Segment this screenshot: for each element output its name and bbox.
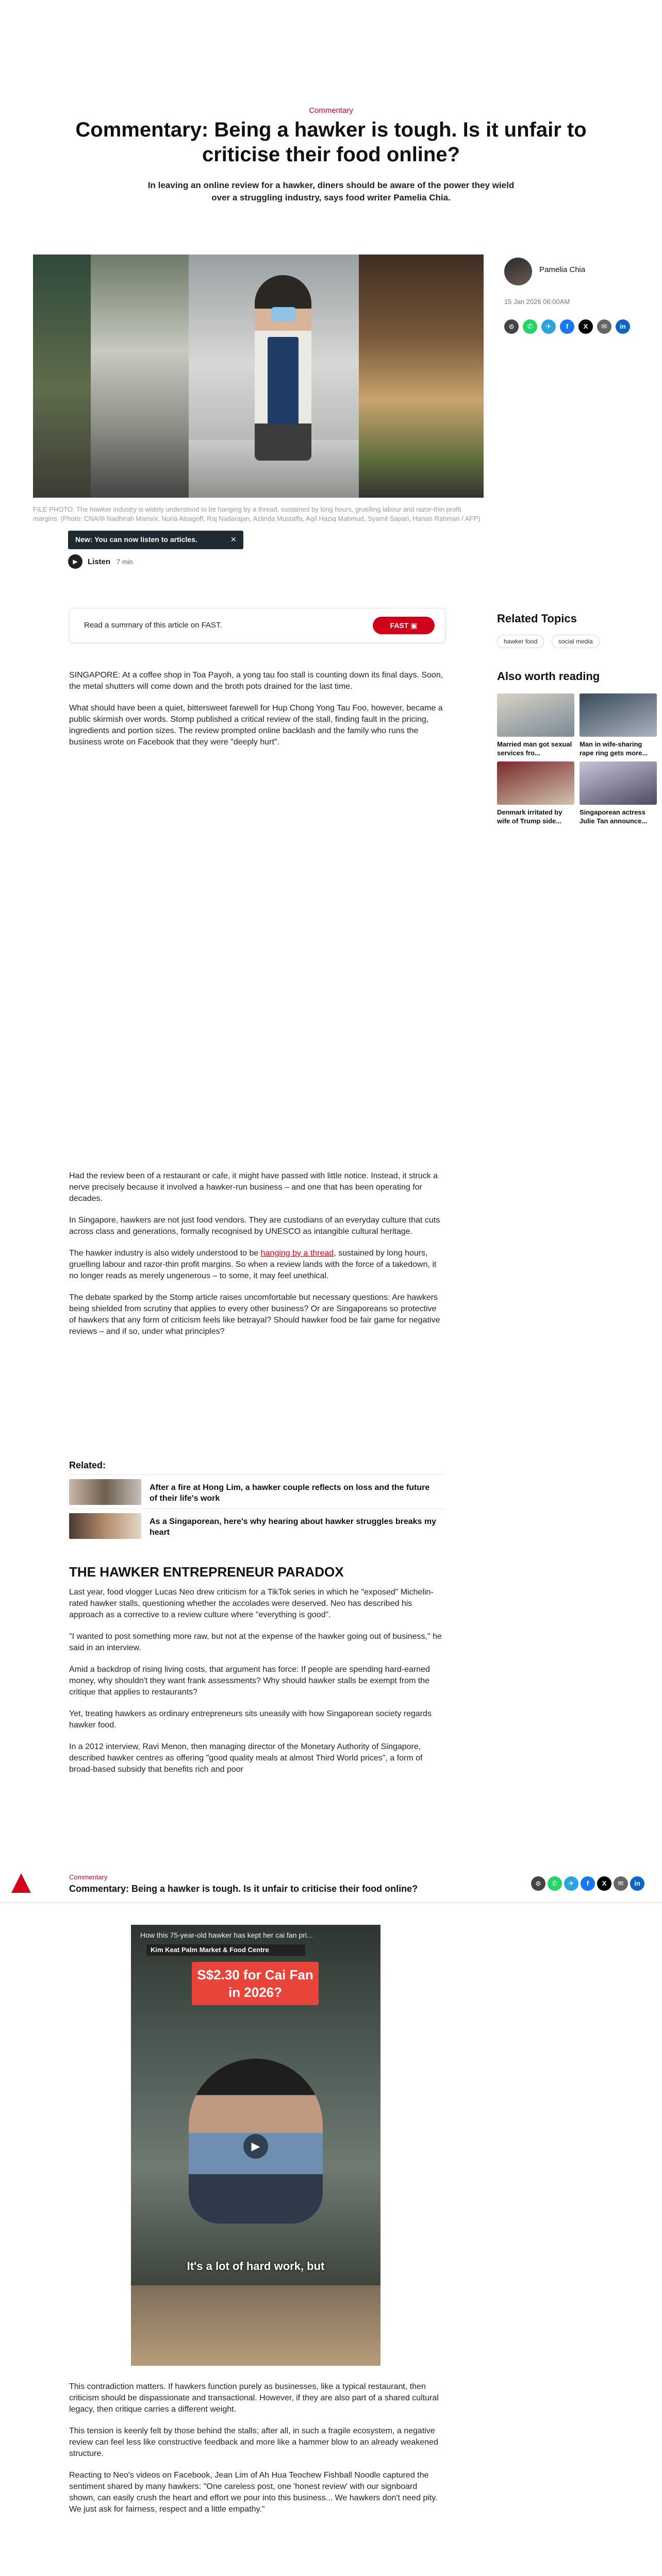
listen-button[interactable] <box>68 553 142 571</box>
play-icon[interactable]: ▶ <box>243 2134 268 2159</box>
listen-tooltip <box>68 531 243 549</box>
sidebar-card-image <box>497 761 574 805</box>
facebook-icon[interactable]: f <box>581 1876 595 1891</box>
x-icon[interactable]: X <box>597 1876 611 1891</box>
hero-image <box>33 255 484 498</box>
sidebar-card[interactable] <box>580 693 657 757</box>
paragraph: What should have been a quiet, bittersweet farewell for Hup Chong Yong Tau Foo, however, became a public skirmish over words. Stomp published a critical review of the stall, finding fault in the pricing, ingredients and portion sizes. The review prompted online backlash and the family who runs the business wrote on Facebook that they were "deeply hurt". <box>69 704 443 747</box>
sticky-title: Commentary: Being a hawker is tough. Is it unfair to criticise their food online? <box>69 1884 418 1894</box>
video-player[interactable] <box>131 1925 380 2366</box>
close-icon[interactable]: × <box>230 534 236 545</box>
sticky-article-bar <box>0 1865 662 1903</box>
share-bar <box>504 319 649 336</box>
paragraph: Reacting to Neo's videos on Facebook, Jean Lim of Ah Hua Teochew Fishball Noodle captured the sentiment shared by many hawkers: "One careless post, one 'honest review' with our signboard shown, can easily crush the heart and effort we pour into this business... We hawkers don't need pity. We just ask for fairness, respect and a little empathy." <box>69 2471 438 2514</box>
sidebar-card-title: Denmark irritated by wife of Trump side... <box>497 808 562 825</box>
listen-tooltip-text: New: You can now listen to articles. <box>75 535 197 544</box>
paragraph: This contradiction matters. If hawkers function purely as businesses, like a typical restaurant, then criticism should be dispassionate and transactional. However, if they are also part of a shared cultural legacy, then critique carries a different weight. <box>69 2382 439 2414</box>
email-icon[interactable]: ✉ <box>597 319 611 334</box>
listen-label: Listen <box>88 557 111 566</box>
paragraph: "I wanted to post something more raw, but not at the expense of the hawker going out of business," he said in an interview. <box>69 1632 442 1652</box>
article-category[interactable]: Commentary <box>309 106 353 115</box>
linkedin-icon[interactable]: in <box>630 1876 644 1891</box>
hero-caption: FILE PHOTO: The hawker industry is widely understood to be hanging by a thread, sustained by long hours, gruelling labour and razor-thin profit margins. (Photo: CNA/Ili Nadhirah Mansor, Nuria Alsagoff, Raj Nadarajan, Azlinda Mustaffa, Aqil Haziq Mahmud, Syamil Sapari, Hanan Rahman / AFP) <box>33 505 481 522</box>
related-article-image <box>69 1513 141 1539</box>
paragraph: Last year, food vlogger Lucas Neo drew criticism for a TikTok series in which he "exposed" Michelin-rated hawker stalls, questioning whether the accolades were deserved. Neo has described his approach as a corrective to a review culture where "everything is good". <box>69 1588 434 1619</box>
sidebar-card[interactable] <box>497 761 574 825</box>
article-body-intro <box>69 670 444 758</box>
related-article-image <box>69 1479 141 1505</box>
video-price-banner: S$2.30 for Cai Fan in 2026? <box>192 1962 319 2005</box>
copy-link-icon[interactable]: ⊙ <box>531 1876 545 1891</box>
telegram-icon[interactable]: ✈ <box>564 1876 578 1891</box>
video-location-label: Kim Keat Palm Market & Food Centre <box>146 1944 305 1956</box>
fast-summary-box <box>69 608 445 643</box>
author-name[interactable]: Pamelia Chia <box>539 265 586 274</box>
paragraph: Yet, treating hawkers as ordinary entrepreneurs sits uneasily with how Singaporean society regards hawker food. <box>69 1709 432 1730</box>
related-article[interactable] <box>69 1475 444 1508</box>
related-article-title: As a Singaporean, here's why hearing about hawker struggles breaks my heart <box>150 1517 436 1537</box>
fast-button[interactable]: FAST ▣ <box>373 617 435 634</box>
article-body-part <box>69 1587 444 1786</box>
paragraph: This tension is keenly felt by those behind the stalls; after all, in such a fragile ecosystem, a negative review can feel less like constructive feedback and more like a hammer blow to an already weakened structure. <box>69 2427 438 2458</box>
play-icon: ▶ <box>68 554 82 569</box>
paragraph: In a 2012 interview, Ravi Menon, then managing director of the Monetary Authority of Singapore, described hawker centres as offering "good quality meals at almost Third World prices", a form of broad-based subsidy that benefits rich and poor <box>69 1742 423 1774</box>
article-headline: Commentary: Being a hawker is tough. Is it unfair to criticise their food online? <box>75 118 587 166</box>
paragraph: In Singapore, hawkers are not just food vendors. They are custodians of an everyday culture that cuts across class and generations, formally recognised by UNESCO as intangible cultural heritage. <box>69 1216 440 1236</box>
video-frame-table <box>131 2285 380 2366</box>
paragraph: SINGAPORE: At a coffee shop in Toa Payoh, a yong tau foo stall is counting down its final days. Soon, the metal shutters will come down and the broth pots drained for the last time. <box>69 671 443 691</box>
related-article-title: After a fire at Hong Lim, a hawker couple reflects on loss and the future of their life's work <box>150 1483 430 1503</box>
sidebar-card-title: Married man got sexual services fro... <box>497 740 572 757</box>
related-topics-heading: Related Topics <box>497 612 577 625</box>
inline-link[interactable]: hanging by a thread <box>260 1249 334 1258</box>
paragraph: The hawker industry is also widely understood to be hanging by a thread, sustained by long hours, gruelling labour and razor-thin profit margins. So when a review lands with the force of a takedown, it no longer reads as merely ungenerous – to some, it may feel unethical. <box>69 1249 437 1280</box>
sidebar-card-image <box>580 693 657 737</box>
sidebar-card[interactable] <box>580 761 657 825</box>
article-body-part <box>69 2381 444 2526</box>
video-subtitle: It's a lot of hard work, but <box>187 2260 325 2273</box>
sticky-share-bar <box>531 1876 655 1891</box>
article-body-part <box>69 1171 444 1348</box>
sidebar-card[interactable] <box>497 693 574 757</box>
article-standfirst: In leaving an online review for a hawker, diners should be aware of the power they wield over a struggling industry, says food writer Pamelia Chia. <box>147 180 515 202</box>
related-heading: Related: <box>69 1460 106 1470</box>
x-icon[interactable]: X <box>578 319 593 334</box>
listen-duration: 7 min <box>117 558 133 566</box>
section-heading: THE HAWKER ENTREPRENEUR PARADOX <box>69 1564 344 1580</box>
fast-summary-text: Read a summary of this article on FAST. <box>84 621 222 630</box>
paragraph: Had the review been of a restaurant or cafe, it might have passed with little notice. Instead, it struck a nerve precisely because it involved a hawker-run business – and one that has been operating for decades. <box>69 1172 438 1203</box>
whatsapp-icon[interactable]: ✆ <box>548 1876 562 1891</box>
publish-date: 15 Jan 2026 06:00AM <box>504 298 570 306</box>
topic-tag[interactable]: social media <box>552 635 600 648</box>
related-article[interactable] <box>69 1509 444 1542</box>
paragraph: Amid a backdrop of rising living costs, that argument has force: If people are spending hard-earned money, why shouldn't they want frank assessments? Why should hawker stalls be exempt from the critique that applies to restaurants? <box>69 1665 430 1697</box>
sidebar-card-title: Man in wife-sharing rape ring gets more... <box>580 740 648 757</box>
linkedin-icon[interactable]: in <box>616 319 630 334</box>
author-avatar[interactable] <box>504 258 532 285</box>
sidebar-card-title: Singaporean actress Julie Tan announce... <box>580 808 648 825</box>
copy-link-icon[interactable]: ⊙ <box>504 319 519 334</box>
also-worth-reading-heading: Also worth reading <box>497 670 600 683</box>
telegram-icon[interactable]: ✈ <box>541 319 556 334</box>
cna-logo[interactable] <box>10 1872 32 1895</box>
sidebar-card-image <box>580 761 657 805</box>
whatsapp-icon[interactable]: ✆ <box>523 319 537 334</box>
paragraph: The debate sparked by the Stomp article raises uncomfortable but necessary questions: Are hawkers being shielded from scrutiny that applies to every other business? Or are Singaporeans so protective of hawkers that any form of criticism feels like betrayal? Should hawker food be fair game for negative reviews – and if so, under what principles? <box>69 1293 440 1336</box>
email-icon[interactable]: ✉ <box>614 1876 628 1891</box>
sidebar-card-image <box>497 693 574 737</box>
sticky-category[interactable]: Commentary <box>69 1873 108 1881</box>
facebook-icon[interactable]: f <box>560 319 574 334</box>
video-title[interactable]: How this 75-year-old hawker has kept her cai fan pri... <box>140 1931 313 1939</box>
topic-tag[interactable]: hawker food <box>497 635 544 648</box>
